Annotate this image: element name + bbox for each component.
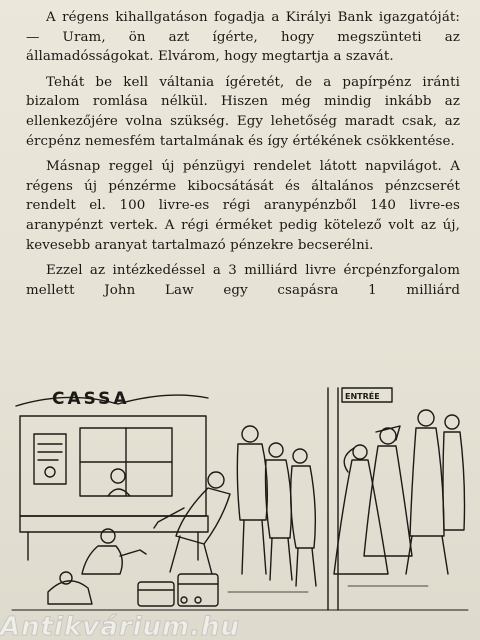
kneeling-figure: [48, 581, 92, 604]
lady-3-head: [418, 410, 434, 426]
standing-man-2-head: [269, 443, 283, 457]
lady-1-head: [353, 445, 367, 459]
watermark: Antikvárium.hu: [0, 612, 240, 640]
paragraph-2: Tehát be kell váltania ígéretét, de a papírpénz iránti bizalom romlása nélkül. Hiszen még mindig inkább az ellenkezőjére volna szükség. Egy lehetőség maradt csak, az ércpénz nemesfém tartalmának és így értékének csökkentése.: [26, 74, 460, 149]
paragraph-3: Másnap reggel új pénzügyi rendelet látott napvilágot. A régens új pénzérme kibocsátását és általános pénzcserét rendelt el. 100 livre-es régi aranypénzből 140 livre-es aranypénzt vertek. A régi érméket pedig kötelező volt az új, kevesebb aranyat tartalmazó pénzekre becserélni.: [26, 159, 460, 253]
paragraph-4: Ezzel az intézkedéssel a 3 milliárd livre ércpénzforgalom mellett John Law egy csapásra 1 milliárd: [26, 263, 460, 298]
crouching-figure-head: [101, 529, 115, 543]
body-text: [26, 8, 460, 306]
booth-frame: [20, 416, 206, 516]
bank-queue-illustration: [8, 360, 472, 616]
door-sign-text: ENTRÉE: [345, 392, 380, 401]
coin-chest-1: [138, 582, 174, 606]
standing-man-1-head: [242, 426, 258, 442]
counter: [20, 516, 208, 532]
coin-chest-2: [178, 574, 218, 606]
illustration-drawing: [8, 360, 472, 616]
door-post: [328, 388, 338, 610]
bending-man-head: [208, 472, 224, 488]
cashier-sign-text: CASSA: [52, 389, 130, 409]
standing-man-3-head: [293, 449, 307, 463]
paragraph-1: A régens kihallgatáson fogadja a Királyi Bank igazgatóját: — Uram, ön azt ígérte, hogy megszünteti az államadósságokat. Elvárom, hogy megtartja a szavát.: [26, 10, 460, 65]
